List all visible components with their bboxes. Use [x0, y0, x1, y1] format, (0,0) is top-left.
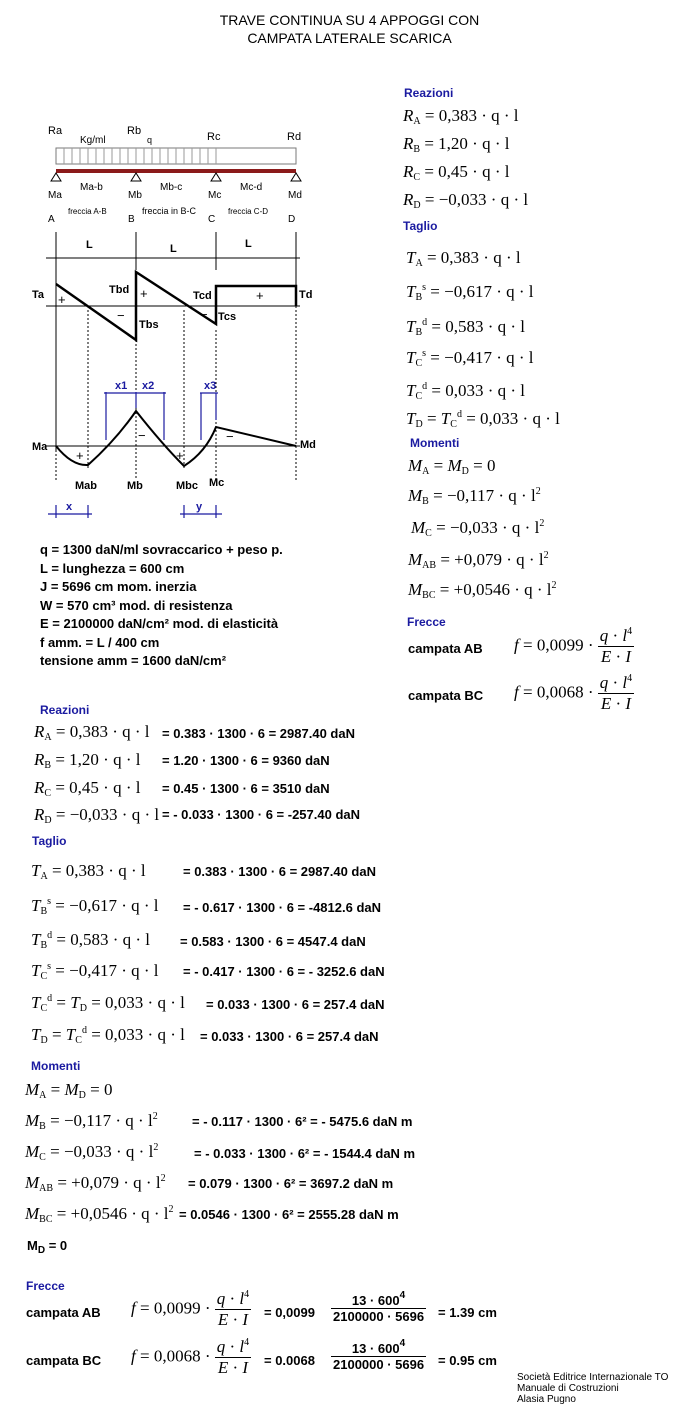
reaction-label-a: Ra [48, 125, 63, 137]
reaction-label-d: Rd [287, 131, 302, 143]
load-unit: Kg/ml [80, 135, 106, 146]
support-a: A [48, 214, 55, 225]
right-shear: $T_C^d = 0,033 \cdot q \cdot l$ [406, 381, 526, 402]
lower-reaction-calc: = - 0.033 · 1300 · 6 = -257.40 daN [162, 807, 361, 822]
lower-shear: $T_A = 0,383 \cdot q \cdot l$ [31, 861, 146, 882]
param-line: tensione amm = 1600 daN/cm² [40, 653, 227, 668]
span-moment-ab: Ma-b [80, 182, 103, 193]
moment-mbc: Mbc [176, 480, 198, 492]
sign-plus: + [140, 286, 148, 301]
right-moment: $M_{BC} = +0,0546 \cdot q \cdot l^2$ [408, 580, 557, 601]
support-b: B [128, 214, 135, 225]
sign-minus: − [138, 428, 146, 443]
support-c: C [208, 214, 216, 225]
lower-freccia-ab-formula: f = 0,0099 · $\frac{q \cdot l^4}{E \cdot I}$ [131, 1289, 250, 1329]
reaction-label-b: Rb [127, 125, 142, 137]
lower-freccia-bc-frac: $13 \cdot 600^4$ 2100000 · 5696 [333, 1338, 425, 1372]
dim-x1: x1 [115, 380, 128, 392]
lower-shear: $T_B^s = -0,617 \cdot q \cdot l$ [31, 896, 159, 917]
lower-shear-calc: = 0.033 · 1300 · 6 = 257.4 daN [200, 1029, 379, 1044]
lower-taglio-title: Taglio [32, 834, 67, 848]
right-moment: $M_{AB} = +0,079 \cdot q \cdot l^2$ [408, 550, 549, 571]
lower-freccia-ab-result: = 1.39 cm [438, 1305, 497, 1320]
moment-mc: Mc [209, 477, 225, 489]
moment-label-md: Md [288, 190, 302, 201]
footer-credits: Società Editrice Internazionale TO Manuale di Costruzioni Alasia Pugno [517, 1372, 669, 1405]
title-line-1: TRAVE CONTINUA SU 4 APPOGGI CON [219, 12, 480, 28]
dim-x: x [66, 501, 73, 513]
beam-diagram [28, 118, 328, 528]
moment-label-mc: Mc [208, 190, 222, 201]
moment-mab: Mab [75, 480, 97, 492]
span-l-1: L [86, 239, 93, 251]
lower-freccia-bc-formula: f = 0,0068 · $\frac{q \cdot l^4}{E \cdot I}$ [131, 1337, 250, 1377]
lower-moment: $M_{AB} = +0,079 \cdot q \cdot l^2$ [25, 1173, 166, 1194]
lower-shear-calc: = 0.583 · 1300 · 6 = 4547.4 daN [180, 934, 366, 949]
param-line: L = lunghezza = 600 cm [40, 560, 185, 576]
support-d: D [288, 214, 296, 225]
shear-tbd: Tbd [109, 284, 130, 296]
right-freccia-ab: f = 0,0099 · $\frac{q \cdot l^4}{E \cdot I}$ [514, 626, 633, 666]
lower-frecce-title: Frecce [26, 1279, 65, 1293]
span-l-3: L [245, 238, 252, 250]
lower-reaction: $R_D = -0,033 \cdot q \cdot l$ [34, 805, 160, 826]
right-reazioni-title: Reazioni [404, 86, 454, 100]
sign-minus: − [226, 429, 234, 444]
lower-moment-calc: = 0.0546 · 1300 · 6² = 2555.28 daN m [179, 1207, 399, 1222]
lower-moment: $M_A = M_D = 0$ [25, 1080, 113, 1101]
moment-label-ma: Ma [48, 190, 62, 201]
moment-label-mb: Mb [128, 190, 142, 201]
lower-shear: $T_D = T_C^d = 0,033 \cdot q \cdot l$ [31, 1025, 185, 1046]
sign-minus: − [117, 308, 125, 323]
reaction-label-c: Rc [207, 131, 221, 143]
lower-moment: $M_C = -0,033 \cdot q \cdot l^2$ [25, 1142, 159, 1163]
right-freccia-bc-label: campata BC [408, 688, 484, 703]
right-taglio-title: Taglio [403, 219, 438, 233]
span-moment-bc: Mb-c [160, 182, 183, 193]
lower-freccia-ab-frac: $13 \cdot 600^4$ 2100000 · 5696 [333, 1290, 425, 1324]
lower-reaction: $R_C = 0,45 \cdot q \cdot l$ [34, 778, 141, 799]
load-symbol: q [147, 135, 153, 145]
shear-ta: Ta [32, 289, 45, 301]
param-line: f amm. = L / 400 cm [40, 634, 160, 650]
right-reaction: $R_B = 1,20 \cdot q \cdot l$ [403, 134, 510, 155]
lower-momenti-title: Momenti [31, 1059, 81, 1073]
right-reaction: $R_C = 0,45 \cdot q \cdot l$ [403, 162, 510, 183]
right-reaction: $R_A = 0,383 \cdot q \cdot l$ [403, 106, 519, 127]
lower-freccia-ab-eq: = 0,0099 [264, 1305, 315, 1320]
dim-x3: x3 [204, 380, 217, 392]
sign-plus: + [176, 448, 184, 463]
lower-moment: $M_B = -0,117 \cdot q \cdot l^2$ [25, 1111, 158, 1132]
sign-plus: + [58, 292, 66, 307]
param-line: E = 2100000 daN/cm² mod. di elasticità [40, 616, 279, 631]
shear-tbs: Tbs [139, 319, 159, 331]
parameters [40, 541, 283, 671]
lower-md-zero: $M_D = 0$ [27, 1238, 68, 1256]
sign-plus: + [256, 288, 264, 303]
lower-shear-calc: = - 0.617 · 1300 · 6 = -4812.6 daN [183, 900, 382, 915]
shear-td: Td [299, 289, 313, 301]
sign-plus: + [76, 448, 84, 463]
lower-shear-calc: = 0.033 · 1300 · 6 = 257.4 daN [206, 997, 385, 1012]
right-shear: $T_B^d = 0,583 \cdot q \cdot l$ [406, 317, 526, 338]
right-moment: $M_C = -0,033 \cdot q \cdot l^2$ [411, 518, 545, 539]
lower-shear-calc: = - 0.417 · 1300 · 6 = - 3252.6 daN [183, 964, 385, 979]
lower-moment-calc: = - 0.117 · 1300 · 6² = - 5475.6 daN m [192, 1114, 413, 1129]
right-reaction: $R_D = -0,033 \cdot q \cdot l$ [403, 190, 529, 211]
span-l-2: L [170, 243, 177, 255]
right-freccia-ab-label: campata AB [408, 641, 483, 656]
lower-freccia-bc-label: campata BC [26, 1353, 102, 1368]
lower-moment-calc: = 0.079 · 1300 · 6² = 3697.2 daN m [188, 1176, 394, 1191]
right-moment: $M_A = M_D = 0$ [408, 456, 496, 477]
right-shear: $T_A = 0,383 \cdot q \cdot l$ [406, 248, 521, 269]
moment-mb: Mb [127, 480, 143, 492]
param-line: J = 5696 cm mom. inerzia [40, 579, 197, 594]
deflection-bc: freccia in B-C [142, 206, 197, 216]
lower-freccia-bc-result: = 0.95 cm [438, 1353, 497, 1368]
lower-reaction: $R_B = 1,20 \cdot q \cdot l$ [34, 750, 141, 771]
right-shear: $T_C^s = -0,417 \cdot q \cdot l$ [406, 348, 534, 369]
right-shear: $T_B^s = -0,617 \cdot q \cdot l$ [406, 282, 534, 303]
moment-md: Md [300, 439, 316, 451]
lower-moment-calc: = - 0.033 · 1300 · 6² = - 1544.4 daN m [194, 1146, 416, 1161]
dim-x2: x2 [142, 380, 155, 392]
lower-shear: $T_B^d = 0,583 \cdot q \cdot l$ [31, 930, 151, 951]
right-moment: $M_B = -0,117 \cdot q \cdot l^2$ [408, 486, 541, 507]
supports [51, 173, 301, 181]
span-moment-cd: Mc-d [240, 182, 263, 193]
lower-reaction-calc: = 0.383 · 1300 · 6 = 2987.40 daN [162, 726, 355, 741]
lower-moment: $M_{BC} = +0,0546 \cdot q \cdot l^2$ [25, 1204, 174, 1225]
param-line: q = 1300 daN/ml sovraccarico + peso p. [40, 542, 283, 557]
shear-tcs: Tcs [218, 311, 237, 323]
lower-reaction-calc: = 0.45 · 1300 · 6 = 3510 daN [162, 781, 330, 796]
lower-freccia-ab-label: campata AB [26, 1305, 101, 1320]
lower-freccia-bc-eq: = 0.0068 [264, 1353, 315, 1368]
sign-minus: − [200, 307, 208, 322]
dim-y: y [196, 501, 203, 513]
lower-shear: $T_C^s = -0,417 \cdot q \cdot l$ [31, 961, 159, 982]
right-momenti-title: Momenti [410, 436, 460, 450]
shear-tcd: Tcd [193, 290, 212, 302]
lower-shear-calc: = 0.383 · 1300 · 6 = 2987.40 daN [183, 864, 376, 879]
title-line-2: CAMPATA LATERALE SCARICA [247, 30, 452, 46]
moment-ma: Ma [32, 441, 48, 453]
lower-shear: $T_C^d = T_D = 0,033 \cdot q \cdot l$ [31, 993, 185, 1014]
lower-reaction-calc: = 1.20 · 1300 · 6 = 9360 daN [162, 753, 330, 768]
lower-reazioni-title: Reazioni [40, 703, 90, 717]
right-frecce-title: Frecce [407, 615, 446, 629]
right-shear: $T_D = T_C^d = 0,033 \cdot q \cdot l$ [406, 409, 560, 430]
beam [56, 169, 296, 173]
lower-reaction: $R_A = 0,383 \cdot q \cdot l$ [34, 722, 150, 743]
deflection-cd: freccia C-D [228, 207, 269, 216]
deflection-ab: freccia A-B [68, 207, 107, 216]
param-line: W = 570 cm³ mod. di resistenza [40, 597, 233, 613]
right-freccia-bc: f = 0,0068 · $\frac{q \cdot l^4}{E \cdot I}$ [514, 673, 633, 713]
